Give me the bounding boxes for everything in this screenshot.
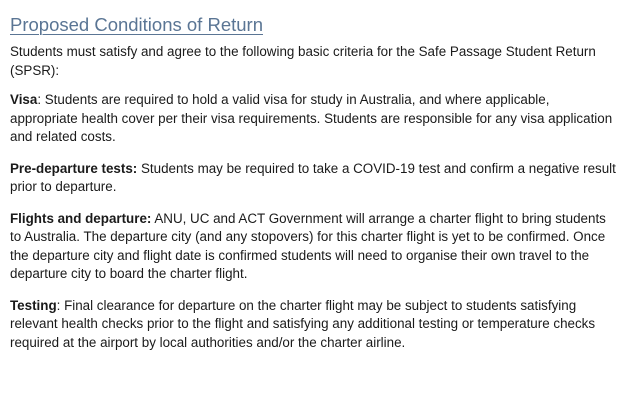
intro-paragraph: Students must satisfy and agree to the following basic criteria for the Safe Passage Student Return (SPSR): <box>10 44 596 78</box>
flights-term: Flights and departure: <box>10 210 152 226</box>
testing-term: Testing <box>10 297 57 313</box>
pre-departure-term: Pre-departure tests: <box>10 160 138 176</box>
testing-text: : Final clearance for departure on the charter flight may be subject to students satisfying relevant health checks prior to the flight and satisfying any additional testing or temperature checks required at the airport by local authorities and/or the charter airline. <box>10 297 596 350</box>
visa-text: : Students are required to hold a valid visa for study in Australia, and where applicable, appropriate health cover per their visa requirements. Students are responsible for any visa application and related costs. <box>10 92 613 144</box>
pre-departure-paragraph <box>10 160 618 197</box>
visa-term: Visa <box>10 92 38 107</box>
visa-paragraph <box>10 91 618 147</box>
testing-paragraph <box>10 297 618 353</box>
pre-departure-text: Students may be required to take a COVID-19 test and confirm a negative result prior to departure. <box>10 160 616 194</box>
flights-paragraph <box>10 210 618 284</box>
page-title: Proposed Conditions of Return <box>10 14 263 35</box>
flights-text: ANU, UC and ACT Government will arrange a charter flight to bring students to Australia. The departure city (and any stopovers) for this charter flight is yet to be confirmed. Once the departure city and flight date is confirmed students will need to organise their own travel to the departure city to board the charter flight. <box>10 210 606 281</box>
